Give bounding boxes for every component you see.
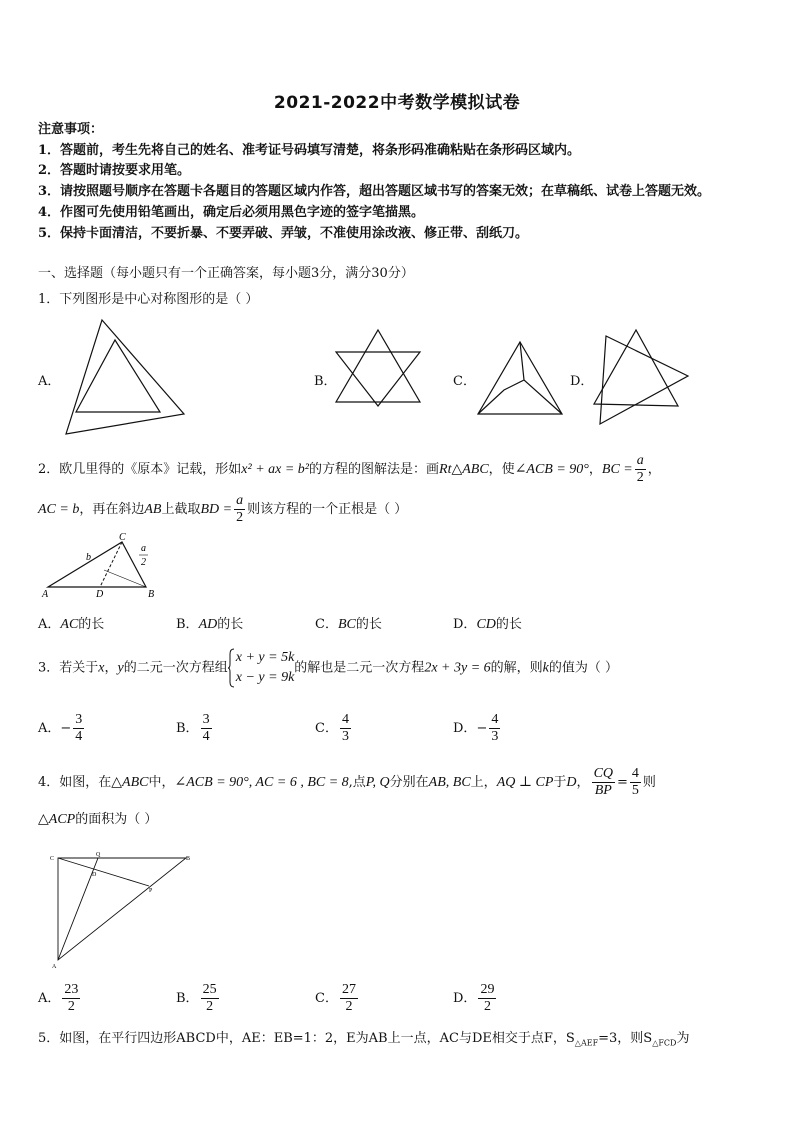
q1-option-a[interactable]: A． [38,374,61,389]
q2-equation: x² + ax = b² [241,462,309,477]
q1-option-d[interactable]: D． [570,374,594,389]
q2-ac: AC = b [38,502,80,517]
q2-option-c[interactable]: C．BC的长 [315,617,382,632]
q3-option-a[interactable]: A．− $\frac{3}{4}$ [38,712,83,744]
q2-option-a[interactable]: A．AC的长 [38,617,105,632]
notice-item: 3．请按照题号顺序在答题卡各题目的答题区域内作答，超出答题区域书写的答案无效；在草稿纸、试卷上答题无效。 [38,184,711,199]
q1-option-c[interactable]: C． [453,374,476,389]
q2-option-d[interactable]: D．CD的长 [453,617,522,632]
q2-label-a-side: a [141,543,146,554]
q2-label-b-side: b [86,552,91,563]
q2-frac: $\frac{a}{2}$ [636,453,644,485]
q2-rt-triangle: Rt△ABC [439,462,489,477]
q2-ab: AB [144,502,162,517]
section-heading: 一、选择题（每小题只有一个正确答案，每小题3分，满分30分） [38,266,414,281]
q4-option-b[interactable]: B． $\frac{25}{2}$ [176,982,217,1014]
q1-figure-d [592,326,692,426]
svg-text:D: D [92,872,97,878]
q2-figure [38,532,168,602]
q3-option-b[interactable]: B． $\frac{3}{4}$ [176,712,210,744]
q3-stem: 3．若关于x，y的二元一次方程组 x + y = 5k x − y = 9k 的解也是二元一次方程2x + 3y = 6的解，则k的值为（ ） [38,648,618,689]
svg-text:A: A [52,964,57,970]
notice-item: 5．保持卡面清洁，不要折暴、不要弄破、弄皱，不准使用涂改液、修正带、刮纸刀。 [38,226,529,241]
q1-figure-a [60,316,190,441]
q1-figure-b [334,328,426,408]
notice-item: 4．作图可先使用铅笔画出，确定后必须用黑色字迹的签字笔描黑。 [38,205,425,220]
q2-label-d: D [96,589,104,600]
q2-label-b: B [148,589,155,600]
q1-stem: 1．下列图形是中心对称图形的是（ ） [38,292,259,307]
q2-stem-line1: 2．欧几里得的《原本》记载，形如x² + ax = b²的方程的图解法是：画Rt△ABC，使∠ACB = 90°，BC = $\frac{a}{2}$ ， [38,453,661,485]
svg-text:P: P [149,888,153,894]
q4-figure [48,852,198,972]
q2-bd: BD = [200,502,233,517]
q2-stem-line2 [38,493,407,526]
page-title: 2021-2022中考数学模拟试卷 [273,93,521,113]
q2-label-a: A [42,589,49,600]
q2-label-c: C [119,532,126,543]
notice-item: 1．答题前，考生先将自己的姓名、准考证号码填写清楚，将条形码准确粘贴在条形码区域内。 [38,143,581,158]
q2-option-b[interactable]: B．AD的长 [176,617,244,632]
q1-figure-c [474,338,566,418]
q2-label-two: 2 [141,557,146,568]
q2-frac-bd: $\frac{a}{2}$ [236,493,244,525]
q4-option-a[interactable]: A． $\frac{23}{2}$ [38,982,79,1014]
q4-option-c[interactable]: C． $\frac{27}{2}$ [315,982,356,1014]
q4-stem-line1: 4．如图，在△ABC中，∠ACB = 90°, AC = 6 , BC = 8,点P, Q分别在AB, BC上，AQ ⊥ CP于D， $\frac{CQ}{BP}$ = $\frac{4}{5}$ 则 [38,766,656,798]
q4-stem-line2: △ACP的面积为（ ） [38,812,158,827]
q3-option-d[interactable]: D．− $\frac{4}{3}$ [453,712,499,744]
svg-text:Q: Q [96,852,101,858]
notice-item: 2．答题时请按要求用笔。 [38,163,191,178]
q2-stem-d: ，再在斜边 [79,502,145,517]
q2-angle: ∠ACB = 90° [514,462,589,477]
q2-stem-a: 2．欧几里得的《原本》记载，形如 [38,462,242,477]
notice-heading: 注意事项： [38,122,104,137]
q1-option-b[interactable]: B． [314,374,337,389]
q5-stem: 5．如图，在平行四边形ABCD中，AE：EB=1：2，E为AB上一点，AC与DE相交于点F，$S_{\triangle AEF}=3$，则$S_{\triangle FCD}$为 [38,1031,690,1048]
q2-stem-e: 上截取 [161,502,201,517]
q3-option-c[interactable]: C． $\frac{4}{3}$ [315,712,349,744]
q2-stem-f: 则该方程的一个正根是（ ） [247,502,408,517]
q2-stem-c: ，使 [488,462,515,477]
svg-text:B: B [186,856,191,862]
q4-option-d[interactable]: D． $\frac{29}{2}$ [453,982,495,1014]
q3-equation-system: x + y = 5k x − y = 9k [228,648,295,688]
q2-stem-b: 的方程的图解法是：画 [309,462,440,477]
svg-text:C: C [50,856,55,862]
q2-bc: BC = [601,462,633,477]
